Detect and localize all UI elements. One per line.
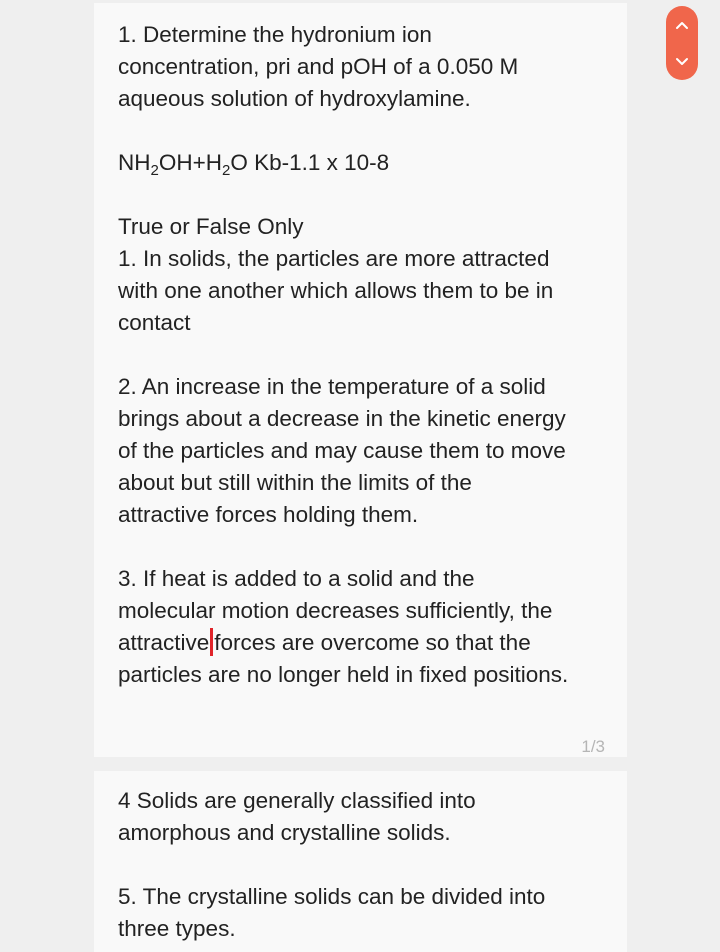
item-line: 3. If heat is added to a solid and the [118,566,475,591]
item-2-block [118,371,603,531]
question-line: 1. Determine the hydronium ion [118,22,432,47]
chevron-down-icon [675,57,689,67]
item-line: 1. In solids, the particles are more attracted [118,246,550,271]
question-block [118,19,603,115]
equation-block [118,147,603,179]
page-counter: 1/3 [581,737,605,756]
question-line: aqueous solution of hydroxylamine. [118,86,471,111]
item-line: brings about a decrease in the kinetic energy [118,406,566,431]
question-line: concentration, pri and pOH of a 0.050 M [118,54,519,79]
item-line [118,627,603,659]
chevron-up-icon [675,20,689,30]
item-line: of the particles and may cause them to move [118,438,566,463]
item-line: about but still within the limits of the [118,470,472,495]
page-card-2 [94,771,627,952]
true-false-block [118,211,603,339]
page-card-1 [94,3,627,757]
equation-subscript: 2 [150,162,159,179]
item-text: forces are overcome so that the [214,630,531,655]
equation-part: NH [118,150,151,175]
equation-part: O Kb-1.1 x 10-8 [230,150,390,175]
page-navigation [666,6,698,80]
equation-subscript: 2 [221,162,231,179]
item-3-block [118,563,603,691]
item-line: contact [118,310,191,335]
item-line: attractive forces holding them. [118,502,419,527]
next-page-button[interactable] [666,43,698,80]
item-line: particles are no longer held in fixed positions. [118,662,569,687]
item-line: three types. [118,916,236,941]
item-text: attractive [118,630,210,655]
item-5-block [118,881,603,945]
item-line: 4 Solids are generally classified into [118,788,476,813]
section-heading: True or False Only [118,214,304,239]
item-line: molecular motion decreases sufficiently, the [118,598,553,623]
item-line: with one another which allows them to be in [118,278,554,303]
item-line: 2. An increase in the temperature of a solid [118,374,546,399]
equation-part: OH+H [158,150,222,175]
text-cursor [210,628,213,656]
previous-page-button[interactable] [666,6,698,43]
item-line: 5. The crystalline solids can be divided into [118,884,546,909]
equation-line [118,147,603,179]
item-line: amorphous and crystalline solids. [118,820,451,845]
item-4-block [118,785,603,849]
